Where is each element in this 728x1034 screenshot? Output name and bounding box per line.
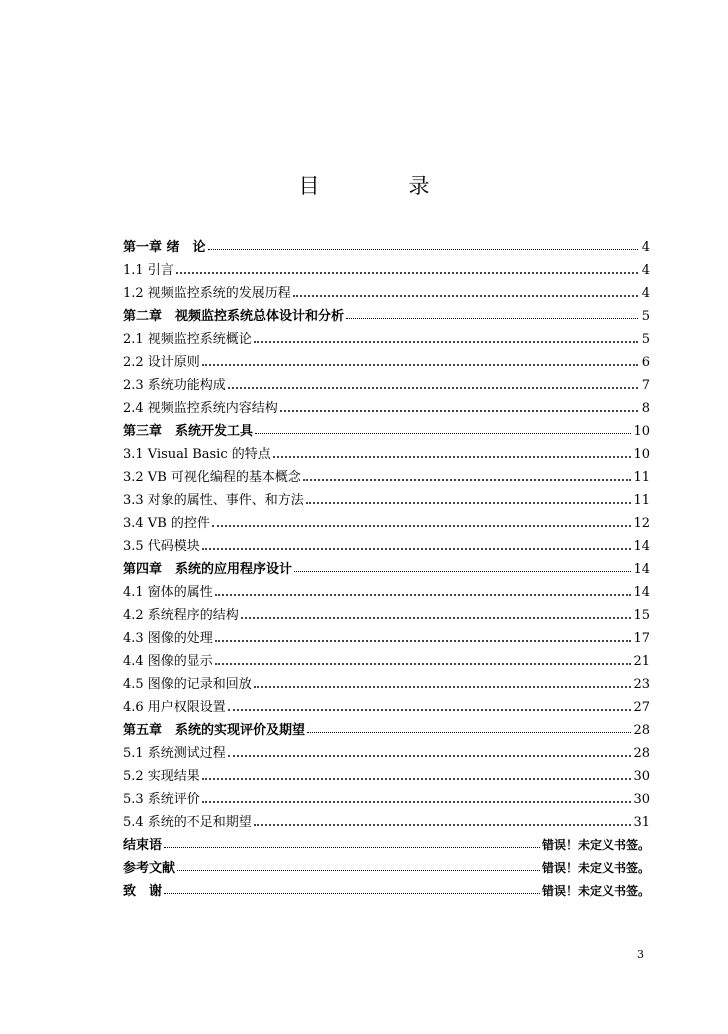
toc-entry[interactable] xyxy=(123,370,650,393)
toc-dot-leader xyxy=(177,860,540,871)
toc-dot-leader xyxy=(164,837,540,848)
toc-entry-page: 21 xyxy=(633,654,650,669)
toc-entry-label: 3.2 VB 可视化编程的基本概念 xyxy=(123,470,301,485)
toc-entry[interactable] xyxy=(123,784,650,807)
toc-dot-leader xyxy=(346,308,638,319)
toc-entry[interactable] xyxy=(123,577,650,600)
toc-dot-leader xyxy=(254,676,632,688)
toc-entry-page: 10 xyxy=(633,447,650,462)
toc-entry-label: 5.4 系统的不足和期望 xyxy=(123,815,252,830)
toc-entry[interactable] xyxy=(123,232,650,255)
toc-entry-label: 4.4 图像的显示 xyxy=(123,654,213,669)
toc-entry-page: 30 xyxy=(633,792,650,807)
toc-entry-page: 错误！未定义书签。 xyxy=(541,884,650,898)
toc-entry[interactable] xyxy=(123,462,650,485)
toc-dot-leader xyxy=(293,285,638,297)
toc-entry-page: 12 xyxy=(633,516,650,531)
toc-dot-leader xyxy=(215,653,632,665)
toc-dot-leader xyxy=(215,584,632,596)
toc-entry[interactable] xyxy=(123,439,650,462)
toc-entry-page: 错误！未定义书签。 xyxy=(541,861,650,875)
toc-entry[interactable] xyxy=(123,715,650,738)
toc-entry-label: 2.1 视频监控系统概论 xyxy=(123,332,252,347)
toc-entry-page: 14 xyxy=(633,539,650,554)
toc-dot-leader xyxy=(215,630,632,642)
page-title: 目 录 xyxy=(298,174,464,198)
toc-entry[interactable] xyxy=(123,278,650,301)
toc-entry[interactable] xyxy=(123,830,650,853)
toc-entry[interactable] xyxy=(123,623,650,646)
toc-entry-label: 5.1 系统测试过程 xyxy=(123,746,226,761)
toc-entry-page: 11 xyxy=(633,470,650,485)
toc-entry-label: 2.2 设计原则 xyxy=(123,355,200,370)
toc-dot-leader xyxy=(280,400,638,412)
toc-entry[interactable] xyxy=(123,669,650,692)
toc-entry-page: 错误！未定义书签。 xyxy=(541,838,650,852)
toc-entry[interactable] xyxy=(123,485,650,508)
toc-dot-leader xyxy=(307,722,631,733)
toc-entry[interactable] xyxy=(123,600,650,623)
toc-entry-page: 14 xyxy=(633,562,650,577)
toc-entry-label: 1.2 视频监控系统的发展历程 xyxy=(123,286,291,301)
toc-dot-leader xyxy=(228,745,632,757)
toc-entry-label: 4.6 用户权限设置 xyxy=(123,700,226,715)
toc-dot-leader xyxy=(254,814,632,826)
toc-entry-label: 2.4 视频监控系统内容结构 xyxy=(123,401,278,416)
toc-entry-page: 14 xyxy=(633,585,650,600)
toc-entry[interactable] xyxy=(123,531,650,554)
toc-entry-label: 第三章 系统开发工具 xyxy=(123,424,254,439)
toc-entry[interactable] xyxy=(123,508,650,531)
toc-entry-label: 3.1 Visual Basic 的特点 xyxy=(123,447,271,462)
toc-entry-label: 第四章 系统的应用程序设计 xyxy=(123,562,293,577)
toc-dot-leader xyxy=(176,262,638,274)
toc-entry-page: 7 xyxy=(641,378,650,393)
toc-entry-page: 23 xyxy=(633,677,650,692)
toc-dot-leader xyxy=(202,768,632,780)
toc-entry-label: 第五章 系统的实现评价及期望 xyxy=(123,723,306,738)
toc-dot-leader xyxy=(294,561,631,572)
toc-entry-label: 3.4 VB 的控件 xyxy=(123,516,210,531)
page-number: 3 xyxy=(637,948,644,961)
toc-dot-leader xyxy=(208,239,638,250)
toc-dot-leader xyxy=(164,883,540,894)
table-of-contents xyxy=(123,232,650,899)
toc-entry-label: 5.2 实现结果 xyxy=(123,769,200,784)
toc-entry-page: 15 xyxy=(633,608,650,623)
toc-entry[interactable] xyxy=(123,347,650,370)
toc-entry-page: 17 xyxy=(633,631,650,646)
toc-entry-page: 4 xyxy=(641,240,650,255)
toc-entry-label: 第一章 绪 论 xyxy=(123,240,206,255)
toc-entry-label: 3.3 对象的属性、事件、和方法 xyxy=(123,493,304,508)
toc-entry-label: 4.1 窗体的属性 xyxy=(123,585,213,600)
toc-entry-label: 参考文献 xyxy=(123,861,176,876)
toc-entry-page: 10 xyxy=(633,424,650,439)
toc-entry-label: 致 谢 xyxy=(123,884,163,899)
toc-dot-leader xyxy=(228,699,632,711)
toc-entry[interactable] xyxy=(123,554,650,577)
toc-dot-leader xyxy=(303,469,632,481)
toc-entry[interactable] xyxy=(123,738,650,761)
toc-entry-label: 4.2 系统程序的结构 xyxy=(123,608,239,623)
toc-entry-page: 5 xyxy=(641,309,650,324)
toc-entry-label: 4.3 图像的处理 xyxy=(123,631,213,646)
toc-entry-page: 4 xyxy=(641,286,650,301)
toc-entry[interactable] xyxy=(123,807,650,830)
toc-entry-page: 31 xyxy=(633,815,650,830)
toc-dot-leader xyxy=(255,423,631,434)
toc-entry-label: 3.5 代码模块 xyxy=(123,539,200,554)
toc-entry[interactable] xyxy=(123,853,650,876)
toc-entry-label: 4.5 图像的记录和回放 xyxy=(123,677,252,692)
toc-dot-leader xyxy=(202,791,632,803)
toc-entry[interactable] xyxy=(123,646,650,669)
toc-dot-leader xyxy=(202,538,632,550)
toc-entry-label: 1.1 引言 xyxy=(123,263,174,278)
toc-entry[interactable] xyxy=(123,761,650,784)
toc-entry-page: 5 xyxy=(641,332,650,347)
toc-entry[interactable] xyxy=(123,393,650,416)
toc-entry-label: 5.3 系统评价 xyxy=(123,792,200,807)
toc-entry-page: 8 xyxy=(641,401,650,416)
toc-entry-label: 结束语 xyxy=(123,838,163,853)
toc-entry-page: 28 xyxy=(633,723,650,738)
toc-entry[interactable] xyxy=(123,876,650,899)
toc-dot-leader xyxy=(306,492,632,504)
toc-entry-label: 第二章 视频监控系统总体设计和分析 xyxy=(123,309,345,324)
toc-entry-page: 6 xyxy=(641,355,650,370)
toc-entry-label: 2.3 系统功能构成 xyxy=(123,378,226,393)
toc-dot-leader xyxy=(228,377,638,389)
toc-entry[interactable] xyxy=(123,255,650,278)
toc-entry[interactable] xyxy=(123,416,650,439)
toc-entry-page: 11 xyxy=(633,493,650,508)
toc-dot-leader xyxy=(202,354,638,366)
toc-entry[interactable] xyxy=(123,324,650,347)
toc-dot-leader xyxy=(273,446,632,458)
toc-entry-page: 27 xyxy=(633,700,650,715)
toc-entry-page: 28 xyxy=(633,746,650,761)
toc-dot-leader xyxy=(212,515,632,527)
toc-entry-page: 30 xyxy=(633,769,650,784)
toc-dot-leader xyxy=(241,607,632,619)
toc-entry[interactable] xyxy=(123,301,650,324)
toc-dot-leader xyxy=(254,331,638,343)
toc-entry[interactable] xyxy=(123,692,650,715)
toc-entry-page: 4 xyxy=(641,263,650,278)
